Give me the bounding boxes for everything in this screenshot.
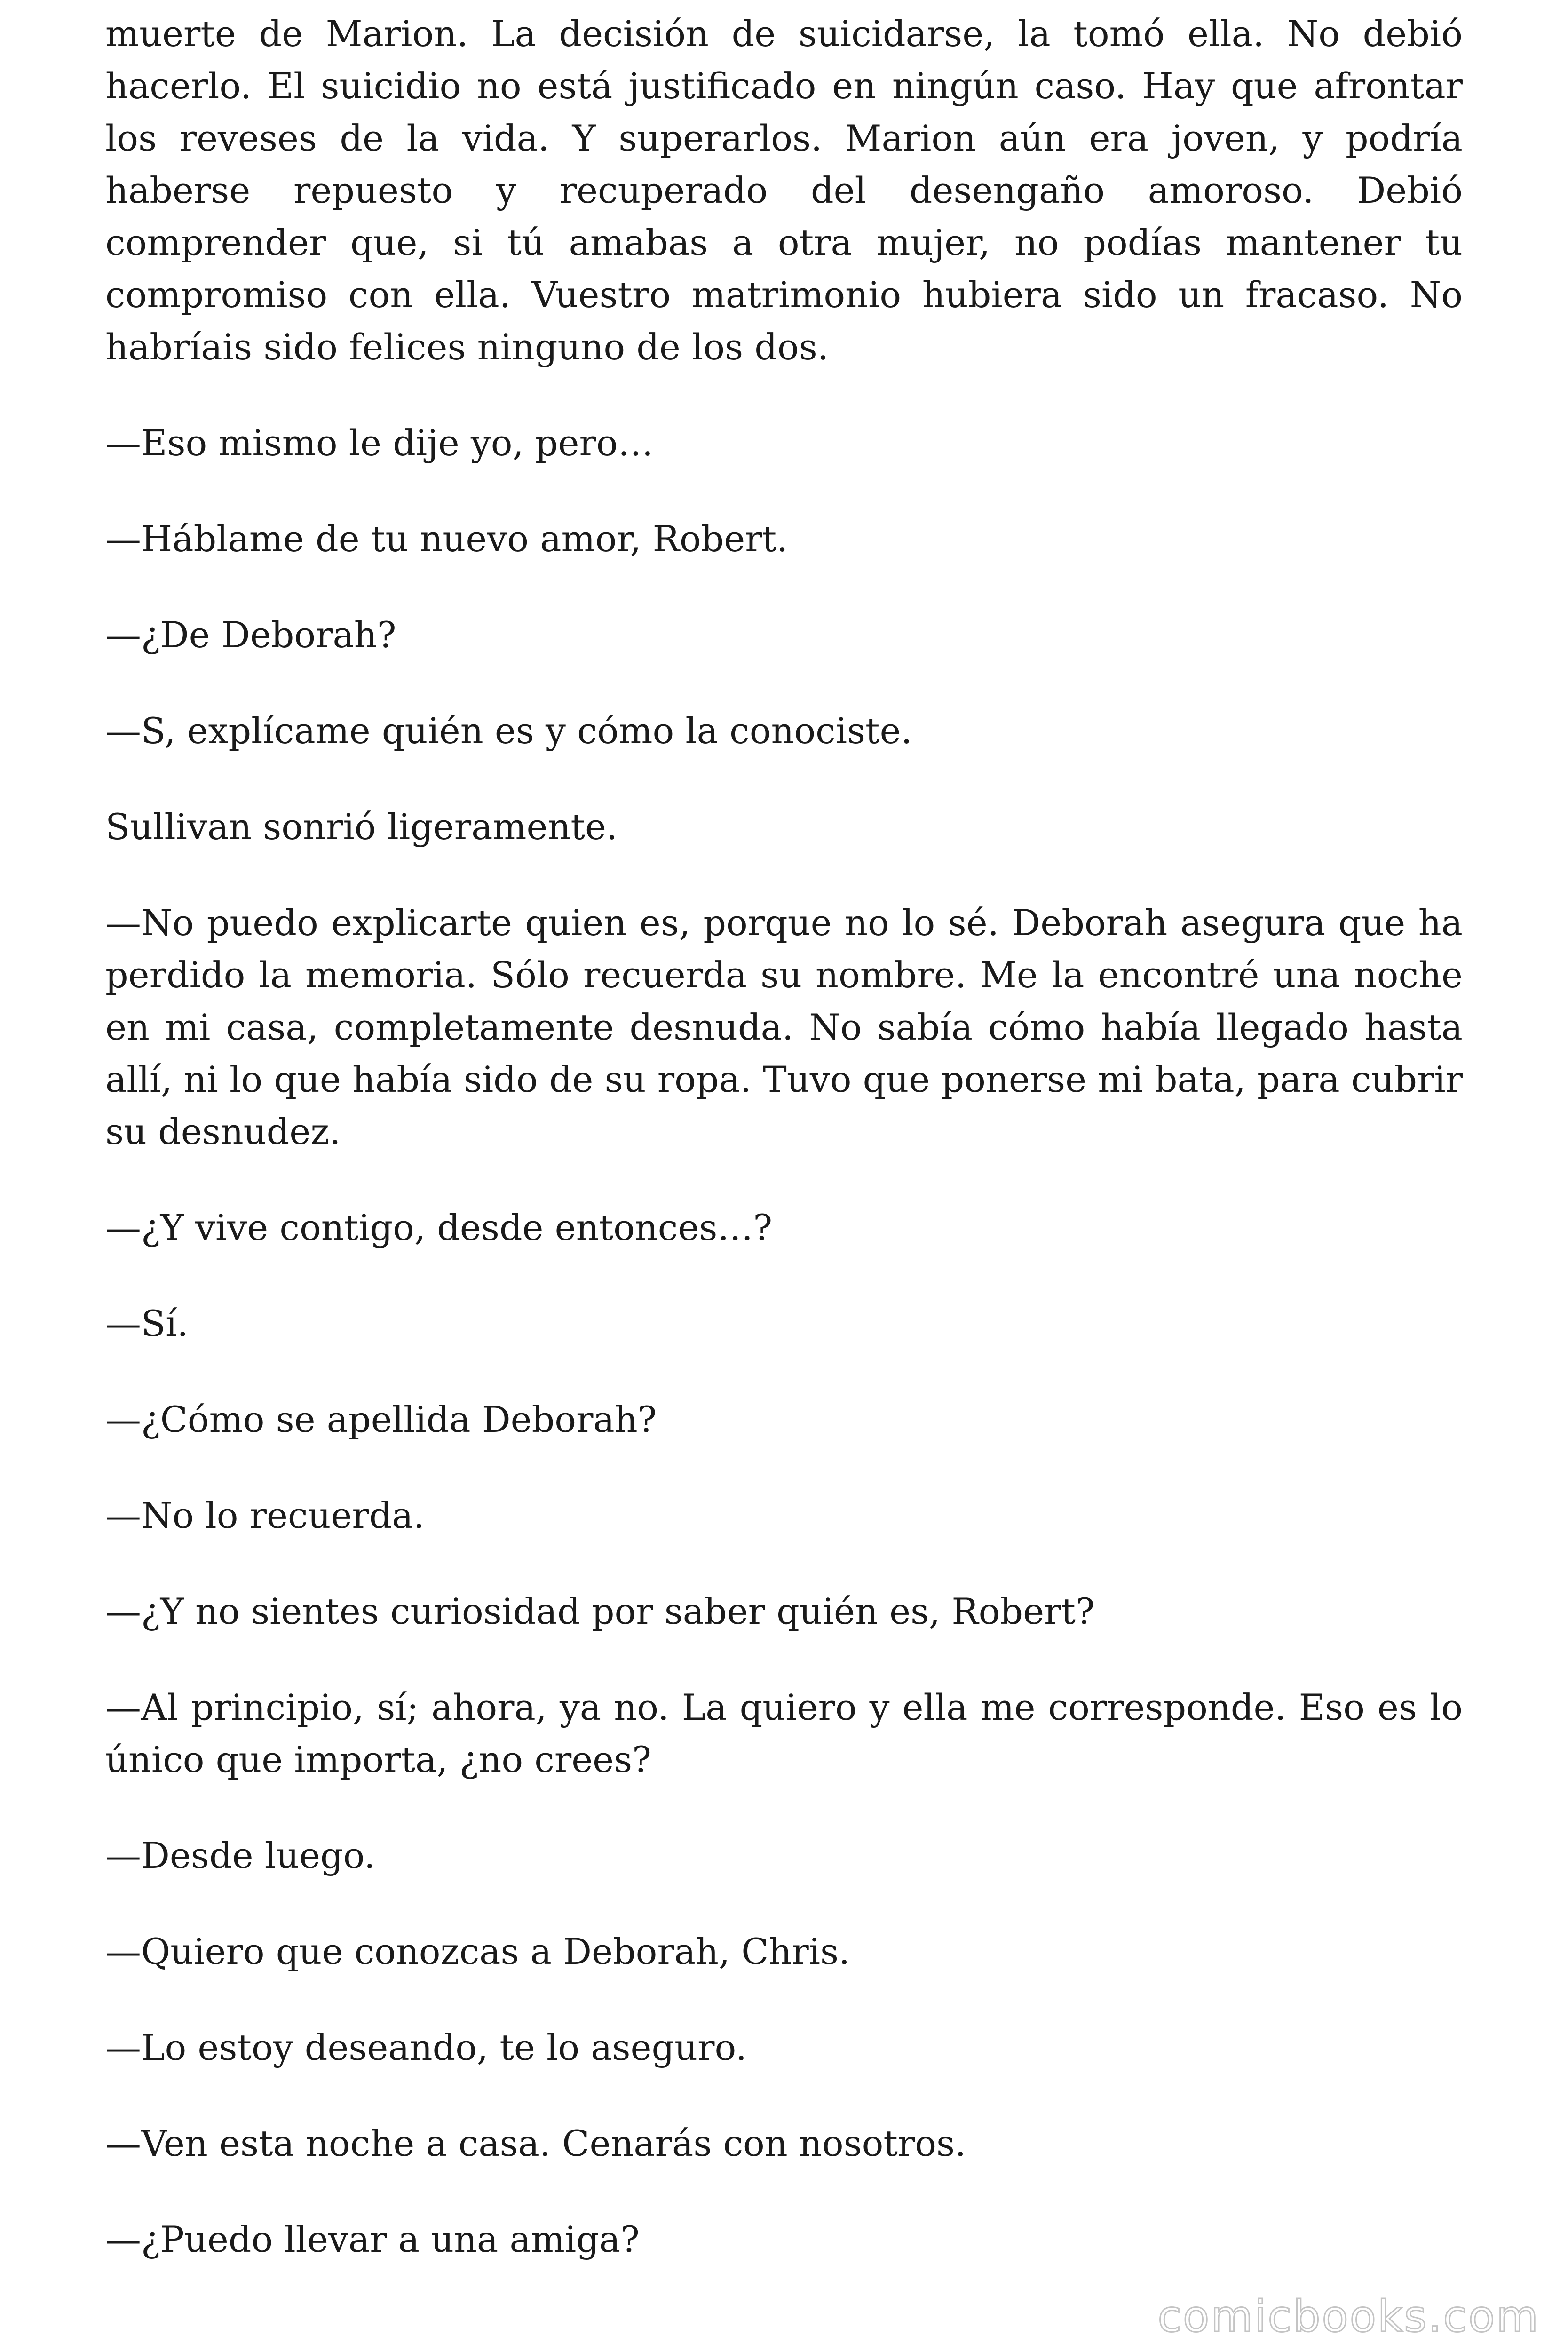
dialogue-line: —Quiero que conozcas a Deborah, Chris. — [105, 1931, 850, 1972]
dialogue-line: —¿Cómo se apellida Deborah? — [105, 1398, 657, 1440]
dialogue-line: —¿Y vive contigo, desde entonces…? — [105, 1207, 773, 1248]
dialogue-line: —Al principio, sí; ahora, ya no. La quiero y ella me corresponde. Eso es lo único que importa, ¿no crees? — [105, 1686, 1463, 1780]
paragraph: muerte de Marion. La decisión de suicidarse, la tomó ella. No debió hacerlo. El suicidio no está justificado en ningún caso. Hay que afrontar los reveses de la vida. Y superarlos. Marion aún era joven, y podría haberse repuesto y recuperado del desengaño amoroso. Debió comprender que, si tú amabas a otra mujer, no podías mantener tu compromiso con ella. Vuestro matrimonio hubiera sido un fracaso. No habríais sido felices ninguno de los dos. — [105, 13, 1463, 368]
dialogue-line: —Eso mismo le dije yo, pero… — [105, 422, 654, 464]
narration-line: Sullivan sonrió ligeramente. — [105, 806, 618, 848]
dialogue-line: —¿Puedo llevar a una amiga? — [105, 2218, 640, 2260]
dialogue-line: —Desde luego. — [105, 1835, 376, 1876]
dialogue-line: —S, explícame quién es y cómo la conociste. — [105, 710, 912, 752]
page-text — [105, 8, 1463, 2309]
dialogue-line: —¿Y no sientes curiosidad por saber quién es, Robert? — [105, 1590, 1095, 1632]
dialogue-line: —No lo recuerda. — [105, 1494, 425, 1536]
watermark: comicbooks.com — [1157, 2291, 1540, 2342]
dialogue-line: —No puedo explicarte quien es, porque no lo sé. Deborah asegura que ha perdido la memoria. Sólo recuerda su nombre. Me la encontré una noche en mi casa, completamente desnuda. No sabía cómo había llegado hasta allí, ni lo que había sido de su ropa. Tuvo que ponerse mi bata, para cubrir su desnudez. — [105, 902, 1463, 1152]
dialogue-line: —Háblame de tu nuevo amor, Robert. — [105, 518, 788, 560]
dialogue-line: —¿De Deborah? — [105, 614, 396, 656]
dialogue-line: —Ven esta noche a casa. Cenarás con nosotros. — [105, 2122, 966, 2164]
dialogue-line: —Sí. — [105, 1303, 189, 1344]
dialogue-line: —Lo estoy deseando, te lo aseguro. — [105, 2026, 747, 2068]
